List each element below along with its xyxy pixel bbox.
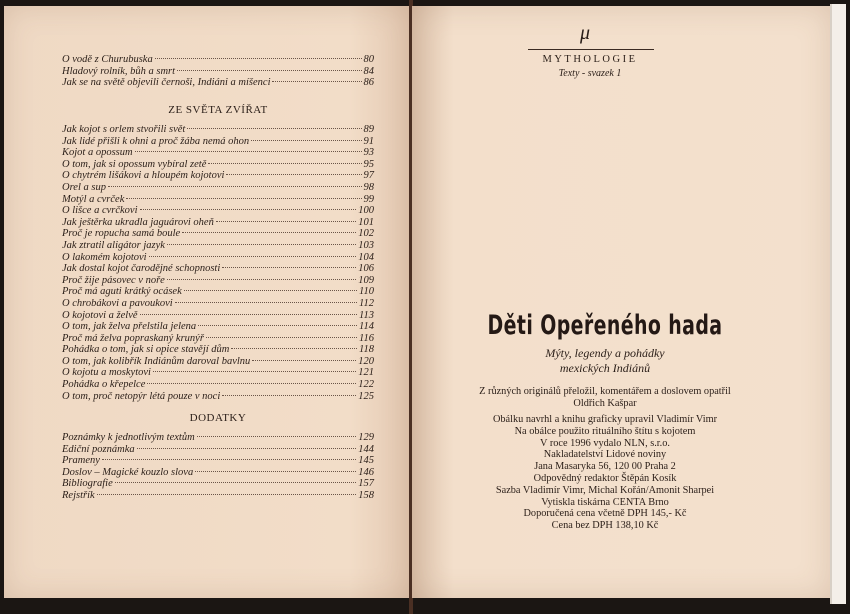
- toc-appendices: [62, 432, 374, 502]
- toc-leader-dots: [251, 140, 361, 141]
- toc-entry: [62, 344, 374, 356]
- toc-leader-dots: [184, 290, 357, 291]
- toc-entry-page: 99: [363, 193, 374, 205]
- toc-entry-title: Proč má želva popraskaný krunýř: [62, 332, 204, 344]
- toc-entry-title: O lišce a cvrčkovi: [62, 205, 138, 217]
- imprint-line: Nakladatelství Lidové noviny: [543, 449, 667, 461]
- toc-entry-title: O tom, proč netopýr létá pouze v noci: [62, 390, 221, 402]
- toc-leader-dots: [167, 244, 356, 245]
- toc-entry: [62, 367, 374, 379]
- toc-leader-dots: [108, 186, 362, 187]
- toc-animals: [62, 124, 374, 402]
- toc-leader-dots: [126, 198, 361, 199]
- book-subtitle-line2: mexických Indiánů: [559, 361, 651, 375]
- translator-line: Z různých originálů přeložil, komentářem a doslovem opatřil: [479, 386, 731, 397]
- imprint-line: Na obálce použito rituálního štítu s kojotem: [514, 425, 696, 437]
- toc-entry: [62, 136, 374, 148]
- toc-entry-page: 144: [358, 443, 374, 455]
- toc-leader-dots: [137, 448, 357, 449]
- toc-entry-title: Jak dostal kojot čarodějné schopnosti: [62, 263, 221, 275]
- toc-entry: [62, 391, 374, 403]
- toc-entry-page: 109: [358, 274, 374, 286]
- toc-entry-title: Pohádka o tom, jak si opice stavějí dům: [62, 344, 230, 356]
- toc-leader-dots: [140, 209, 357, 210]
- toc-leader-dots: [153, 371, 356, 372]
- toc-entry: [62, 286, 374, 298]
- toc-entry: [62, 170, 374, 182]
- toc-entry-title: Bibliografie: [62, 478, 113, 490]
- toc-entry: [62, 159, 374, 171]
- toc-entry: [62, 228, 374, 240]
- book-title: Děti Opeřeného hada: [487, 310, 723, 341]
- toc-leader-dots: [147, 383, 356, 384]
- toc-entry-title: Pohádka o křepelce: [62, 379, 146, 391]
- imprint-line: Vytiskla tiskárna CENTA Brno: [541, 496, 669, 508]
- translator-credit: [440, 386, 770, 410]
- toc-entry: [62, 432, 374, 444]
- imprint-line: V roce 1996 vydalo NLN, s.r.o.: [540, 437, 670, 449]
- toc-entry-title: Doslov – Magické kouzlo slova: [62, 466, 194, 478]
- toc-entry-page: 145: [358, 455, 374, 467]
- toc-entry-page: 89: [363, 124, 374, 135]
- toc-leader-dots: [102, 459, 356, 460]
- toc-leader-dots: [177, 70, 361, 71]
- toc-entry: [62, 444, 374, 456]
- toc-entry-page: 112: [359, 297, 374, 309]
- toc-entry-page: 113: [359, 309, 374, 321]
- series-name: MYTHOLOGIE: [542, 54, 638, 65]
- series-volume: Texty - svazek 1: [558, 68, 622, 79]
- toc-entry: [62, 77, 374, 89]
- toc-entry: [62, 147, 374, 159]
- toc-entry: [62, 54, 374, 66]
- toc-entry-page: 120: [358, 355, 374, 367]
- toc-entry-page: 97: [363, 170, 374, 182]
- toc-entry-page: 102: [358, 228, 374, 240]
- toc-entry-title: Jak ztratil aligátor jazyk: [62, 239, 165, 251]
- toc-leader-dots: [115, 482, 357, 483]
- toc-entry-title: O vodě z Churubuska: [62, 54, 153, 65]
- book-subtitle-line1: Mýty, legendy a pohádky: [545, 346, 665, 360]
- toc-entry: [62, 455, 374, 467]
- toc-entry-title: Ediční poznámka: [62, 443, 135, 455]
- toc-entry: [62, 66, 374, 78]
- toc-entry-title: Kojot a opossum: [62, 147, 133, 159]
- toc-entry-page: 121: [358, 367, 374, 379]
- toc-leader-dots: [182, 232, 356, 233]
- toc-entry: [62, 217, 374, 229]
- toc-entry-title: Proč žije pásovec v noře: [62, 274, 165, 286]
- toc-leader-dots: [187, 128, 361, 129]
- toc-entry-page: 104: [358, 251, 374, 263]
- toc-entry-page: 116: [359, 332, 374, 344]
- toc-leader-dots: [198, 325, 357, 326]
- toc-entry-title: Proč má aguti krátký ocásek: [62, 286, 182, 298]
- toc-entry-page: 84: [363, 65, 374, 77]
- toc-leader-dots: [135, 151, 362, 152]
- toc-entry-title: Jak kojot s orlem stvořili svět: [62, 124, 186, 135]
- imprint-line: Jana Masaryka 56, 120 00 Praha 2: [534, 461, 676, 473]
- toc-entry: [62, 124, 374, 136]
- toc-leader-dots: [149, 256, 357, 257]
- toc-entry-title: O kojotovi a želvě: [62, 309, 138, 321]
- toc-leader-dots: [222, 267, 356, 268]
- toc-continued: [62, 54, 374, 89]
- toc-entry: [62, 263, 374, 275]
- toc-entry-title: Poznámky k jednotlivým textům: [62, 432, 195, 443]
- toc-entry-page: 101: [358, 216, 374, 228]
- imprint-line: Doporučená cena včetně DPH 145,- Kč: [523, 508, 687, 520]
- toc-entry: [62, 333, 374, 345]
- series-rule: [528, 49, 654, 50]
- toc-leader-dots: [167, 279, 356, 280]
- section-heading-animals: ZE SVĚTA ZVÍŘAT: [168, 104, 268, 116]
- toc-leader-dots: [206, 337, 357, 338]
- toc-entry-title: O tom, jak kolibřík Indiánům daroval bavlnu: [62, 355, 251, 367]
- toc-leader-dots: [272, 81, 361, 82]
- toc-entry: [62, 310, 374, 322]
- toc-entry-page: 80: [363, 54, 374, 65]
- series-logo-mark: μ: [580, 22, 591, 44]
- toc-entry-page: 122: [358, 379, 374, 391]
- toc-entry-page: 91: [363, 135, 374, 147]
- toc-entry-title: Rejstřík: [62, 489, 95, 501]
- toc-leader-dots: [140, 314, 358, 315]
- toc-entry: [62, 478, 374, 490]
- toc-entry-page: 118: [359, 344, 374, 356]
- toc-leader-dots: [222, 395, 356, 396]
- toc-entry-title: O chrobákovi a pavoukovi: [62, 297, 173, 309]
- toc-entry-title: Proč je ropucha samá boule: [62, 228, 181, 240]
- toc-entry-page: 93: [363, 147, 374, 159]
- toc-entry: [62, 240, 374, 252]
- toc-entry: [62, 275, 374, 287]
- imprint-line: Sazba Vladimír Vimr, Michal Kořán/Amonit Sharpei: [495, 484, 715, 496]
- imprint-line: Odpovědný redaktor Štěpán Kosík: [533, 472, 677, 484]
- toc-entry: [62, 321, 374, 333]
- imprint-line: Obálku navrhl a knihu graficky upravil Vladimír Vimr: [492, 414, 718, 425]
- toc-entry-title: Orel a sup: [62, 181, 106, 193]
- toc-entry-page: 110: [359, 286, 374, 298]
- toc-leader-dots: [231, 348, 357, 349]
- toc-entry-page: 98: [363, 181, 374, 193]
- toc-entry-page: 125: [358, 390, 374, 402]
- toc-entry-title: Jak lidé přišli k ohni a proč žába nemá ohon: [62, 135, 250, 147]
- imprint-block: [440, 414, 770, 532]
- toc-leader-dots: [97, 494, 357, 495]
- toc-leader-dots: [208, 163, 361, 164]
- toc-entry-title: Jak ještěrka ukradla jaguárovi oheň: [62, 216, 214, 228]
- toc-entry-title: O lakomém kojotovi: [62, 251, 147, 263]
- toc-entry-title: O tom, jak si opossum vybíral zetě: [62, 158, 207, 170]
- toc-entry-page: 114: [359, 321, 374, 333]
- toc-entry-page: 103: [358, 239, 374, 251]
- toc-entry-title: O kojotu a moskytovi: [62, 367, 151, 379]
- toc-entry: [62, 467, 374, 479]
- toc-entry: [62, 490, 374, 502]
- toc-entry-page: 86: [363, 77, 374, 89]
- toc-entry-title: Jak se na světě objevili černoši, Indiáni a míšenci: [62, 77, 271, 89]
- toc-entry: [62, 194, 374, 206]
- toc-entry-page: 146: [358, 466, 374, 478]
- toc-entry: [62, 182, 374, 194]
- toc-leader-dots: [155, 58, 362, 59]
- toc-entry-page: 106: [358, 263, 374, 275]
- section-heading-appendices: DODATKY: [189, 412, 247, 424]
- toc-entry: [62, 252, 374, 264]
- toc-entry: [62, 205, 374, 217]
- toc-entry: [62, 379, 374, 391]
- page-edge: [830, 4, 846, 604]
- toc-leader-dots: [195, 471, 356, 472]
- toc-entry-page: 157: [358, 478, 374, 490]
- toc-entry-title: O chytrém lišákovi a hloupém kojotovi: [62, 170, 225, 182]
- toc-leader-dots: [216, 221, 356, 222]
- toc-entry-page: 158: [358, 489, 374, 501]
- translator-name: Oldřich Kašpar: [573, 397, 637, 409]
- toc-leader-dots: [252, 360, 356, 361]
- toc-entry: [62, 356, 374, 368]
- toc-entry-page: 100: [358, 205, 374, 217]
- toc-entry-title: O tom, jak želva přelstila jelena: [62, 321, 197, 333]
- imprint-line: Cena bez DPH 138,10 Kč: [551, 520, 659, 532]
- toc-entry-title: Motýl a cvrček: [62, 193, 125, 205]
- toc-leader-dots: [175, 302, 357, 303]
- toc-entry-page: 95: [363, 158, 374, 170]
- toc-entry-page: 129: [358, 432, 374, 443]
- toc-entry-title: Hladový rolník, bůh a smrt: [62, 65, 176, 77]
- toc-entry: [62, 298, 374, 310]
- toc-leader-dots: [226, 174, 361, 175]
- toc-leader-dots: [197, 436, 357, 437]
- toc-entry-title: Prameny: [62, 455, 100, 467]
